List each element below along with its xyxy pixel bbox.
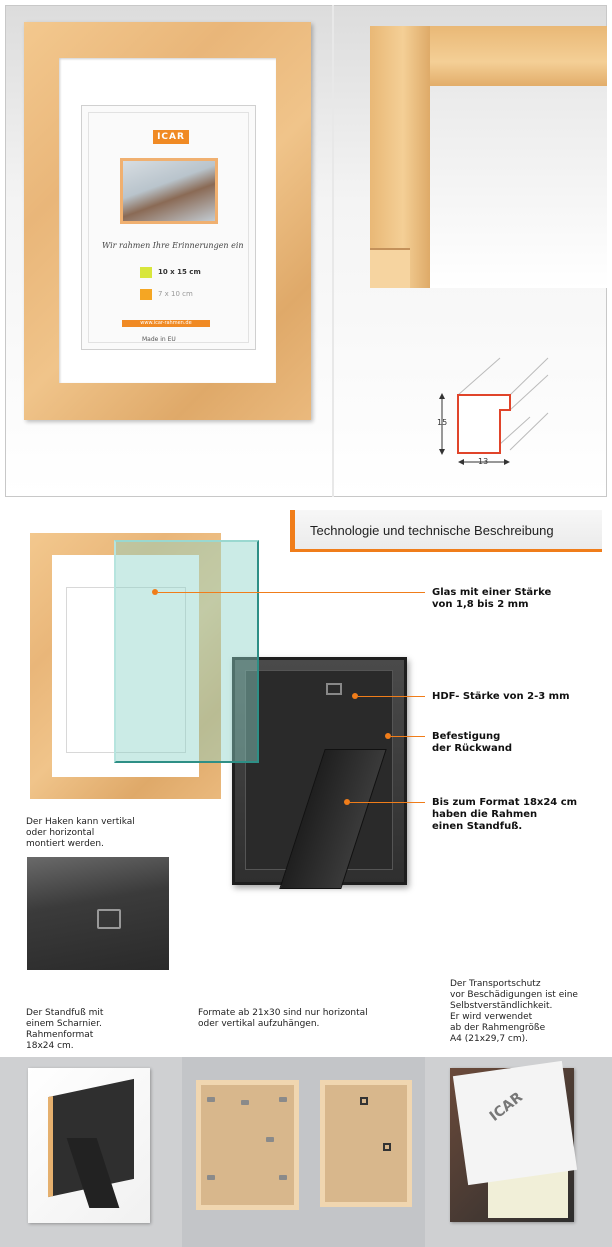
profile-cross-section-diagram [430, 355, 550, 470]
size-swatch-7x10 [140, 289, 152, 300]
size-swatch-10x15 [140, 267, 152, 278]
caption-stand: Der Standfuß mit einem Scharnier. Rahmenformat 18x24 cm. [26, 1008, 104, 1051]
insert-tagline: Wir rahmen Ihre Erinnerungen ein [102, 241, 244, 250]
callout-line-fixing [391, 736, 425, 737]
callout-stand: Bis zum Format 18x24 cm haben die Rahmen einen Standfuß. [432, 797, 578, 832]
hook-icon [383, 1143, 391, 1151]
frame-corner-closeup [370, 26, 607, 288]
sample-insert [81, 105, 256, 350]
caption-hook: Der Haken kann vertikal oder horizontal montiert werden. [26, 817, 135, 849]
size-label-7x10: 7 x 10 cm [158, 290, 193, 298]
hook-icon [360, 1097, 368, 1105]
transport-protection-photo [450, 1068, 574, 1222]
stand-leg [279, 749, 386, 889]
hanger-hook-icon [326, 683, 342, 695]
callout-line-glass [158, 592, 425, 593]
frame-mat [59, 58, 276, 383]
hook-icon [266, 1137, 274, 1142]
icar-wrap-logo: ICAR [486, 1089, 526, 1125]
section-header [290, 510, 602, 552]
hook-icon [241, 1100, 249, 1105]
section-title: Technologie und technische Beschreibung [310, 523, 554, 538]
profile-height-label: 15 [437, 418, 448, 427]
size-label-10x15: 10 x 15 cm [158, 268, 201, 276]
hook-photo [27, 857, 169, 970]
backing-vertical-photo [320, 1080, 412, 1207]
panel-divider [332, 5, 334, 497]
callout-hdf: HDF- Stärke von 2-3 mm [432, 691, 570, 702]
sample-photo [120, 158, 218, 224]
caption-hanging: Formate ab 21x30 sind nur horizontal oder vertikal aufzuhängen. [198, 1008, 368, 1029]
callout-line-stand [350, 802, 425, 803]
profile-width-label: 13 [478, 457, 489, 466]
glass-pane [114, 540, 259, 763]
callout-glass: Glas mit einer Stärke von 1,8 bis 2 mm [432, 587, 552, 610]
wooden-frame-photo [24, 22, 311, 420]
callout-line-hdf [358, 696, 425, 697]
callout-fixing: Befestigung der Rückwand [432, 731, 513, 754]
icar-logo: ICAR [153, 130, 189, 144]
caption-transport: Der Transportschutz vor Beschädigungen ist eine Selbstverständlichkeit. Er wird verwendet ab der Rahmengröße A4 (21x29,7 cm). [450, 979, 578, 1044]
made-in-label: Made in EU [142, 336, 176, 343]
stand-photo [28, 1068, 150, 1223]
hook-icon [97, 909, 121, 929]
insert-url: www.icar-rahmen.de [122, 320, 210, 327]
backing-horizontal-photo [196, 1080, 299, 1210]
